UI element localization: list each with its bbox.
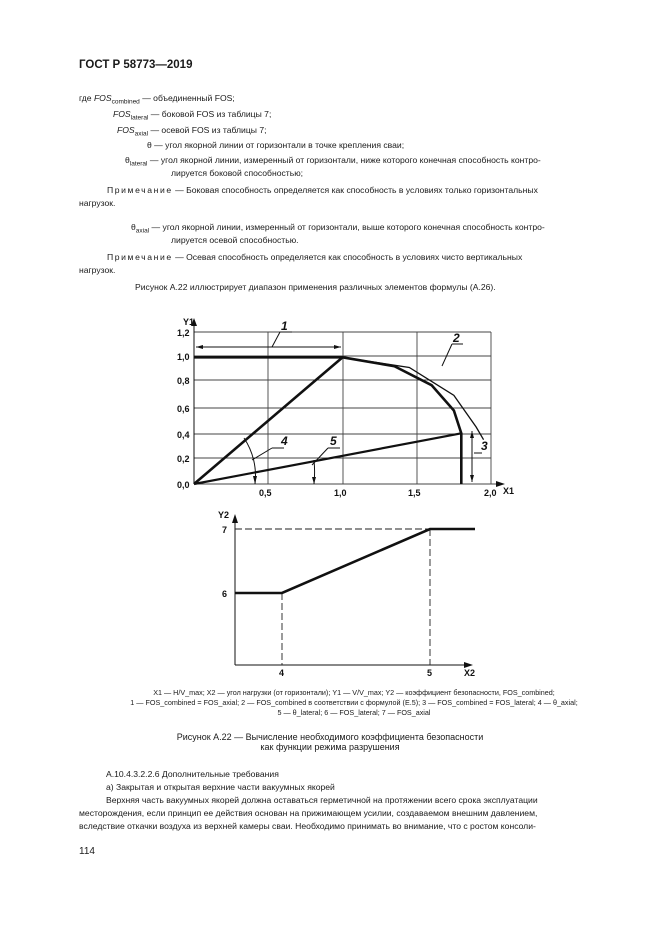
note-1: Примечание — Боковая способность определяется как способность в условиях только горизонтальных (107, 185, 538, 195)
annotation-5: 5 (330, 434, 337, 448)
legend-line-1: X1 — H/V_max; X2 — угол нагрузки (от горизонтали); Y1 — V/V_max; Y2 — коэффициент безопасности, FOS_combined; (153, 688, 555, 697)
body-line-3: вследствие откачки воздуха из верхней камеры сваи. Необходимо принимать во внимание, что с ростом консоли- (79, 821, 536, 831)
chart-top-xlabel: X1 (503, 486, 515, 496)
xtick: 5 (427, 668, 433, 678)
def-theta-axial: $\theta_{axial}$ — угол якорной линии, измеренный от горизонтали, выше которого конечная способность контро- (131, 222, 545, 235)
ytick: 0,6 (177, 404, 190, 414)
def-theta-lateral-cont: лируется боковой способностью; (171, 168, 304, 178)
annotation-4: 4 (281, 434, 288, 448)
series-5 (194, 433, 461, 484)
xtick: 4 (279, 668, 285, 678)
note-1-cont: нагрузок. (79, 198, 116, 208)
annotation-1: 1 (281, 319, 288, 333)
chart-top-grid (194, 332, 500, 484)
series-curve (194, 357, 461, 484)
chart-bottom (210, 505, 485, 680)
ytick: 1,2 (177, 328, 190, 338)
chart-bottom-ylabel: Y2 (218, 510, 230, 520)
chart-top-ylabel: Y1 (183, 317, 195, 327)
def-combined: где $FOS_{combined}$ — объединенный FOS; (79, 93, 235, 106)
section-heading: А.10.4.3.2.2.6 Дополнительные требования (106, 769, 279, 779)
ytick: 6 (222, 589, 228, 599)
figure-legend (104, 688, 604, 718)
body-line-2: месторождения, если принцип ее действия основан на прижимающем усилии, создаваемом внешним давлением, (79, 808, 538, 818)
annotation-2: 2 (453, 331, 460, 345)
xtick: 2,0 (484, 488, 497, 498)
ytick: 7 (222, 525, 228, 535)
note-2: Примечание — Осевая способность определяется как способность в условиях чисто вертикальных (107, 252, 523, 262)
body-line-1: Верхняя часть вакуумных якорей должна оставаться герметичной на протяжении всего срока эксплуатации (106, 795, 538, 805)
def-lateral: $FOS_{lateral}$ — боковой FOS из таблицы 7; (113, 109, 272, 122)
figure-caption: Рисунок А.22 — Вычисление необходимого коэффициента безопасности как функции режима разрушения (176, 732, 484, 752)
def-theta-lateral: $\theta_{lateral}$ — угол якорной линии, измеренный от горизонтали, ниже которого конечная способность контро- (125, 155, 541, 168)
xtick: 1,0 (334, 488, 347, 498)
def-axial-fos: $FOS_{axial}$ — осевой FOS из таблицы 7; (117, 125, 267, 138)
ytick: 1,0 (177, 352, 190, 362)
figure-intro: Рисунок А.22 иллюстрирует диапазон применения различных элементов формулы (А.26). (135, 282, 496, 292)
legend-line-3: 5 — θ_lateral; 6 — FOS_lateral; 7 — FOS_axial (277, 708, 431, 717)
def-theta: θ — угол якорной линии от горизонтали в точке крепления сваи; (147, 140, 405, 150)
fos-curve (235, 529, 475, 593)
page-number: 114 (79, 846, 95, 857)
ytick: 0,2 (177, 454, 190, 464)
xtick: 1,5 (408, 488, 421, 498)
note-2-cont: нагрузок. (79, 265, 116, 275)
legend-line-2: 1 — FOS_combined = FOS_axial; 2 — FOS_combined в соответствии с формулой (Е.5); 3 — FOS_combined = FOS_lateral; 4 — θ_axial; (130, 698, 578, 707)
def-theta-axial-cont: лируется осевой способностью. (171, 235, 299, 245)
ytick: 0,0 (177, 480, 190, 490)
chart-top (160, 310, 530, 505)
series-2 (343, 357, 484, 439)
sub-heading: а) Закрытая и открытая верхние части вакуумных якорей (106, 782, 335, 792)
ytick: 0,8 (177, 376, 190, 386)
annotation-3: 3 (481, 439, 488, 453)
xtick: 0,5 (259, 488, 272, 498)
ytick: 0,4 (177, 430, 190, 440)
page-header: ГОСТ Р 58773—2019 (79, 59, 193, 71)
chart-bottom-xlabel: X2 (464, 668, 476, 678)
